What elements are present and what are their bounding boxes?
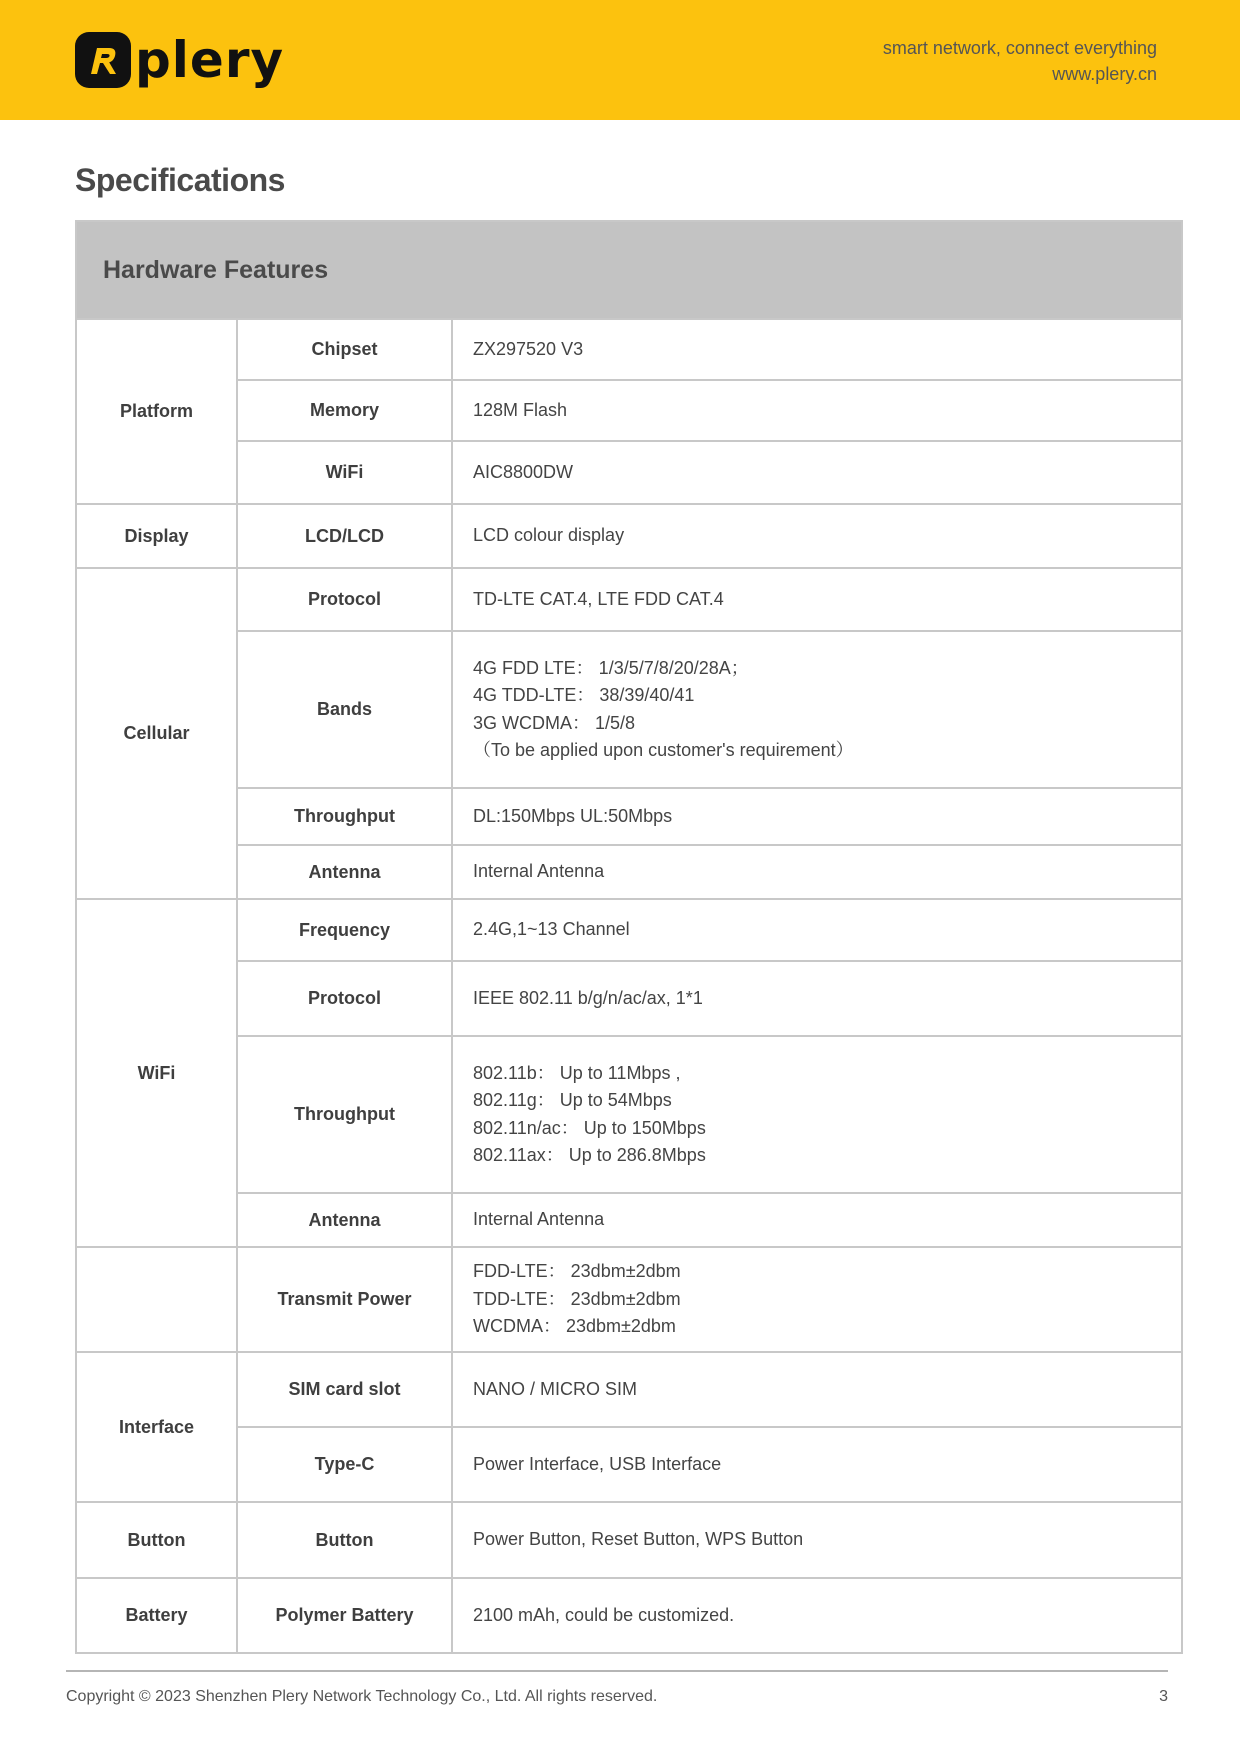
brand-name: plery (135, 31, 285, 89)
header-tagline-block (883, 35, 1157, 87)
value-cell (452, 1578, 1182, 1653)
footer-copyright: Copyright © 2023 Shenzhen Plery Network Technology Co., Ltd. All rights reserved. (66, 1688, 658, 1705)
table-row (76, 899, 1182, 961)
value-line: LCD colour display (473, 525, 625, 546)
spec-table-body (76, 319, 1182, 1653)
feature-cell: Transmit Power (237, 1247, 452, 1352)
tagline-text: smart network, connect everything (882, 38, 1157, 58)
brand-logo (75, 30, 284, 90)
table-row (76, 441, 1182, 504)
value-line: （To be applied upon customer's requirement） (473, 740, 854, 760)
table-row (76, 845, 1182, 899)
value-line: Power Button, Reset Button, WPS Button (473, 1529, 804, 1550)
page-header (0, 0, 1240, 120)
feature-cell: Chipset (237, 319, 452, 380)
value-line: 802.11b： Up to 11Mbps , (473, 1062, 681, 1083)
table-row (76, 1427, 1182, 1502)
page-title: Specifications (75, 162, 285, 198)
value-line: Internal Antenna (473, 1209, 605, 1230)
feature-cell: Protocol (237, 568, 452, 631)
table-row (76, 1247, 1182, 1352)
website-link[interactable]: www.plery.cn (1052, 64, 1157, 84)
table-row (76, 788, 1182, 845)
feature-cell: Antenna (237, 845, 452, 899)
value-line: DL:150Mbps UL:50Mbps (473, 805, 673, 826)
value-line: 2.4G,1~13 Channel (473, 919, 630, 940)
category-cell: Platform (76, 319, 237, 504)
table-row (76, 380, 1182, 441)
table-row (76, 1352, 1182, 1427)
value-line: 802.11g： Up to 54Mbps (473, 1090, 672, 1110)
value-cell (452, 441, 1182, 504)
value-line: TDD-LTE： 23dbm±2dbm (473, 1288, 681, 1309)
category-cell: Cellular (76, 568, 237, 899)
value-line: 4G FDD LTE： 1/3/5/7/8/20/28A； (473, 657, 749, 678)
feature-cell: Polymer Battery (237, 1578, 452, 1653)
value-line: 128M Flash (473, 399, 568, 420)
value-line: AIC8800DW (473, 461, 574, 482)
value-cell (452, 788, 1182, 845)
category-cell: Interface (76, 1352, 237, 1502)
table-row (76, 568, 1182, 631)
feature-cell: Memory (237, 380, 452, 441)
value-cell (452, 1036, 1182, 1193)
table-row (76, 631, 1182, 788)
section-title: Hardware Features (76, 221, 1182, 319)
feature-cell: Type-C (237, 1427, 452, 1502)
table-row (76, 504, 1182, 568)
page-number: 3 (1159, 1688, 1168, 1705)
table-row (76, 961, 1182, 1036)
specifications-table (75, 220, 1183, 1654)
feature-cell: Bands (237, 631, 452, 788)
value-cell (452, 1193, 1182, 1247)
category-cell: WiFi (76, 899, 237, 1247)
category-cell (76, 1247, 237, 1352)
category-cell: Battery (76, 1578, 237, 1653)
value-cell (452, 899, 1182, 961)
value-cell (452, 1427, 1182, 1502)
value-line: 4G TDD-LTE： 38/39/40/41 (473, 685, 695, 705)
table-row (76, 1193, 1182, 1247)
value-line: 2100 mAh, could be customized. (473, 1604, 735, 1625)
value-line: NANO / MICRO SIM (473, 1378, 638, 1399)
value-line: FDD-LTE： 23dbm±2dbm (473, 1261, 681, 1282)
value-line: Power Interface, USB Interface (473, 1453, 722, 1474)
feature-cell: Protocol (237, 961, 452, 1036)
value-line: 3G WCDMA： 1/5/8 (473, 712, 636, 733)
category-cell: Button (76, 1502, 237, 1578)
feature-cell: Throughput (237, 788, 452, 845)
table-row (76, 1578, 1182, 1653)
footer-divider (66, 1670, 1168, 1672)
section-header-row (76, 221, 1182, 319)
table-row (76, 1036, 1182, 1193)
value-line: 802.11n/ac： Up to 150Mbps (473, 1117, 706, 1138)
value-line: WCDMA： 23dbm±2dbm (473, 1316, 676, 1337)
value-line: ZX297520 V3 (473, 338, 584, 359)
value-line: 802.11ax： Up to 286.8Mbps (473, 1145, 706, 1165)
feature-cell: LCD/LCD (237, 504, 452, 568)
feature-cell: Frequency (237, 899, 452, 961)
category-cell: Display (76, 504, 237, 568)
value-cell (452, 1247, 1182, 1352)
feature-cell: WiFi (237, 441, 452, 504)
value-cell (452, 631, 1182, 788)
feature-cell: SIM card slot (237, 1352, 452, 1427)
feature-cell: Button (237, 1502, 452, 1578)
value-cell (452, 319, 1182, 380)
table-row (76, 1502, 1182, 1578)
feature-cell: Antenna (237, 1193, 452, 1247)
value-cell (452, 380, 1182, 441)
value-line: IEEE 802.11 b/g/n/ac/ax, 1*1 (473, 987, 703, 1008)
value-line: TD-LTE CAT.4, LTE FDD CAT.4 (473, 588, 724, 609)
value-cell (452, 1352, 1182, 1427)
value-cell (452, 568, 1182, 631)
value-cell (452, 504, 1182, 568)
feature-cell: Throughput (237, 1036, 452, 1193)
plery-logo-icon (75, 32, 131, 88)
value-line: Internal Antenna (473, 861, 605, 882)
value-cell (452, 961, 1182, 1036)
value-cell (452, 845, 1182, 899)
table-row (76, 319, 1182, 380)
value-cell (452, 1502, 1182, 1578)
